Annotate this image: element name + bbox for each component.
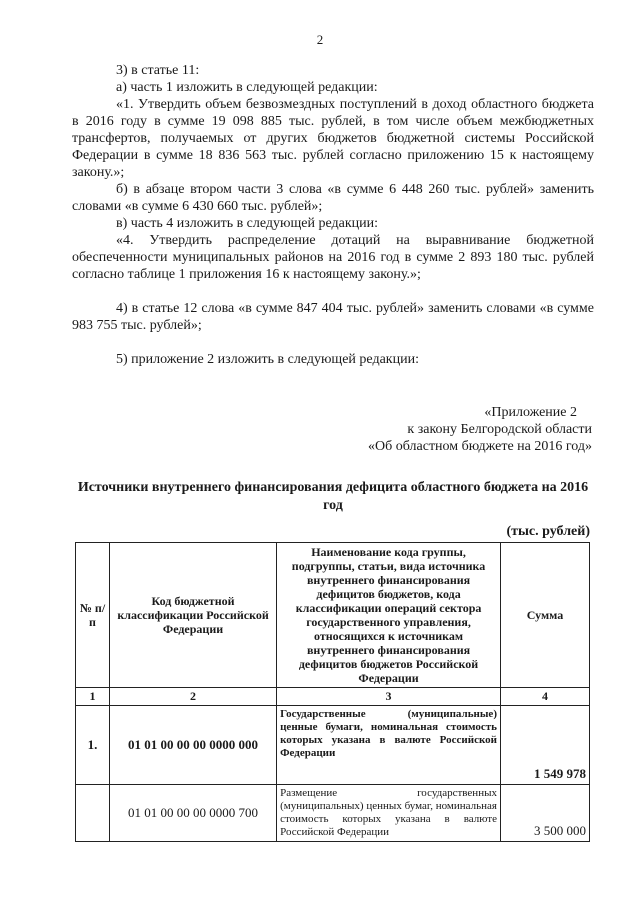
column-number: 2 — [110, 688, 277, 706]
row-name: Государственные (муниципальные) ценные бумаги, номинальная стоимость которых указана в валюте Российской Федерации — [277, 706, 501, 785]
paragraph-article-12: 4) в статье 12 слова «в сумме 847 404 тыс. рублей» заменить словами «в сумме 983 755 тыс. рублей»; — [72, 301, 594, 333]
appendix-line-3: «Об областном бюджете на 2016 год» — [368, 439, 592, 454]
row-code: 01 01 00 00 00 0000 000 — [110, 706, 277, 785]
row-sum: 3 500 000 — [500, 785, 589, 842]
table-row — [76, 785, 590, 842]
paragraph-part-4-text: «4. Утвердить распределение дотаций на выравнивание бюджетной обеспеченности муниципальных районов на 2016 год в сумме 2 893 180 тыс. рублей согласно таблице 1 приложения 16 к настоящему закону.»; — [72, 233, 594, 282]
row-sum: 1 549 978 — [500, 706, 589, 785]
table-row — [76, 706, 590, 785]
body-text — [72, 62, 594, 368]
paragraph-part-3: б) в абзаце втором части 3 слова «в сумме 6 448 260 тыс. рублей» заменить словами «в сумме 6 430 660 тыс. рублей»; — [72, 182, 594, 214]
column-number-row — [76, 688, 590, 706]
units-label: (тыс. рублей) — [506, 524, 590, 539]
financing-sources-table — [75, 542, 590, 842]
paragraph-article-11: 3) в статье 11: — [116, 63, 200, 78]
header-code: Код бюджетной классификации Российской Федерации — [110, 543, 277, 688]
row-num: 1. — [76, 706, 110, 785]
header-sum: Сумма — [500, 543, 589, 688]
document-title: Источники внутреннего финансирования дефицита областного бюджета на 2016 год — [77, 480, 589, 513]
page-number: 2 — [316, 32, 324, 47]
header-num: № п/п — [76, 543, 110, 688]
row-code: 01 01 00 00 00 0000 700 — [110, 785, 277, 842]
paragraph-part-1-text: «1. Утвердить объем безвозмездных поступлений в доход областного бюджета в 2016 году в сумме 19 098 885 тыс. рублей, в том числе объем межбюджетных трансфертов, получаемых от других бюджетов бюджетной системы Российской Федерации в сумме 18 836 563 тыс. рублей согласно приложению 15 к настоящему закону.»; — [72, 97, 594, 180]
paragraph-appendix-2: 5) приложение 2 изложить в следующей редакции: — [116, 352, 419, 367]
paragraph-part-1: а) часть 1 изложить в следующей редакции: — [116, 80, 378, 95]
column-number: 4 — [500, 688, 589, 706]
column-number: 1 — [76, 688, 110, 706]
row-name: Размещение государственных (муниципальных) ценных бумаг, номинальная стоимость которых указана в валюте Российской Федерации — [277, 785, 501, 842]
appendix-line-2: к закону Белгородской области — [407, 422, 592, 437]
appendix-line-1: «Приложение 2 — [484, 405, 577, 420]
table-header-row — [76, 543, 590, 688]
appendix-heading — [330, 404, 592, 455]
row-num — [76, 785, 110, 842]
header-name: Наименование кода группы, подгруппы, статьи, вида источника внутреннего финансирования дефицитов бюджетов, кода классификации операций сектора государственного управления, относящихся к источникам внутреннего финансирования дефицитов бюджетов Российской Федерации — [277, 543, 501, 688]
paragraph-part-4: в) часть 4 изложить в следующей редакции: — [116, 216, 379, 231]
column-number: 3 — [277, 688, 501, 706]
